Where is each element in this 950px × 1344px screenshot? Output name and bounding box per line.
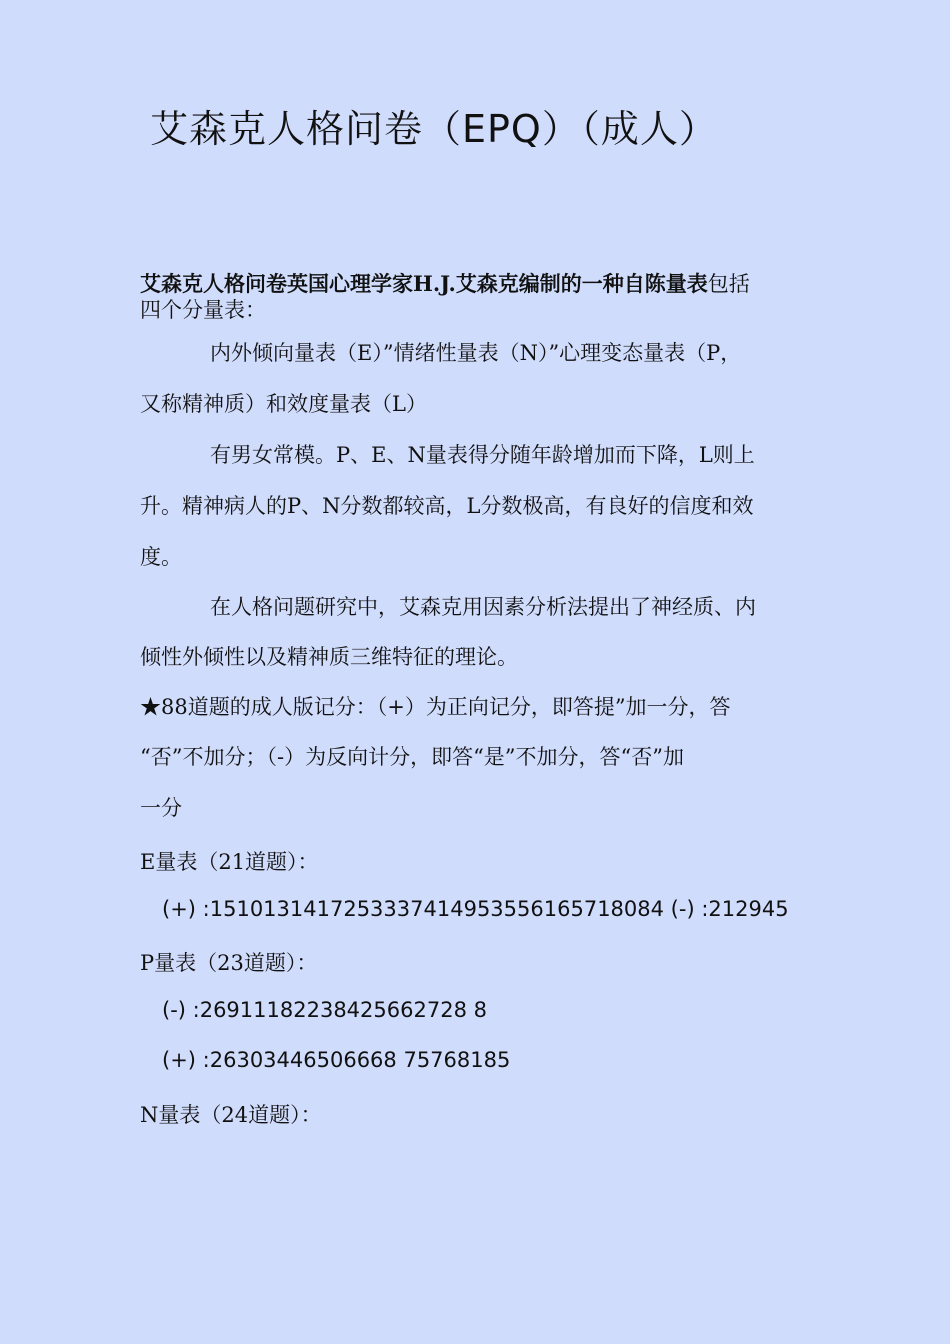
p-scale-minus-items: (-) :26911182238425662728 8	[162, 998, 487, 1022]
scoring-line-3: 一分	[140, 796, 182, 820]
norms-line-1: 有男女常模。P、E、N量表得分随年龄增加而下降，L则上	[210, 443, 755, 467]
theory-line-1: 在人格问题研究中，艾森克用因素分析法提出了神经质、内	[210, 595, 756, 619]
norms-line-3: 度。	[140, 545, 182, 569]
p-scale-plus-items: (+) :26303446506668 75768185	[162, 1048, 511, 1072]
scales-line-1: 内外倾向量表（E）”情绪性量表（N）”心理变态量表（P，	[210, 341, 742, 365]
e-scale-items: (+) :1510131417253337414953556165718084 (-) :212945	[162, 897, 789, 921]
intro-bold-text: 艾森克人格问卷英国心理学家H.J.艾森克编制的一种自陈量表	[140, 271, 708, 296]
e-scale-heading: E量表（21道题）：	[140, 850, 319, 874]
n-scale-heading: N量表（24道题）：	[140, 1103, 322, 1127]
scoring-line-2: “否”不加分；（-）为反向计分，即答“是”不加分，答“否”加	[140, 745, 685, 769]
norms-line-2: 升。精神病人的P、N分数都较高，L分数极高，有良好的信度和效	[140, 494, 754, 518]
page-title: 艾森克人格问卷（EPQ）（成人）	[150, 107, 718, 151]
intro-normal-text: 包括	[707, 272, 750, 296]
p-scale-heading: P量表（23道题）：	[140, 951, 318, 975]
intro-line-2: 四个分量表：	[140, 298, 266, 322]
scoring-line-1: ★88道题的成人版记分：（+）为正向记分，即答提”加一分，答	[140, 695, 731, 719]
theory-line-2: 倾性外倾性以及精神质三维特征的理论。	[140, 645, 518, 669]
scales-line-2: 又称精神质）和效度量表（L）	[140, 392, 427, 416]
